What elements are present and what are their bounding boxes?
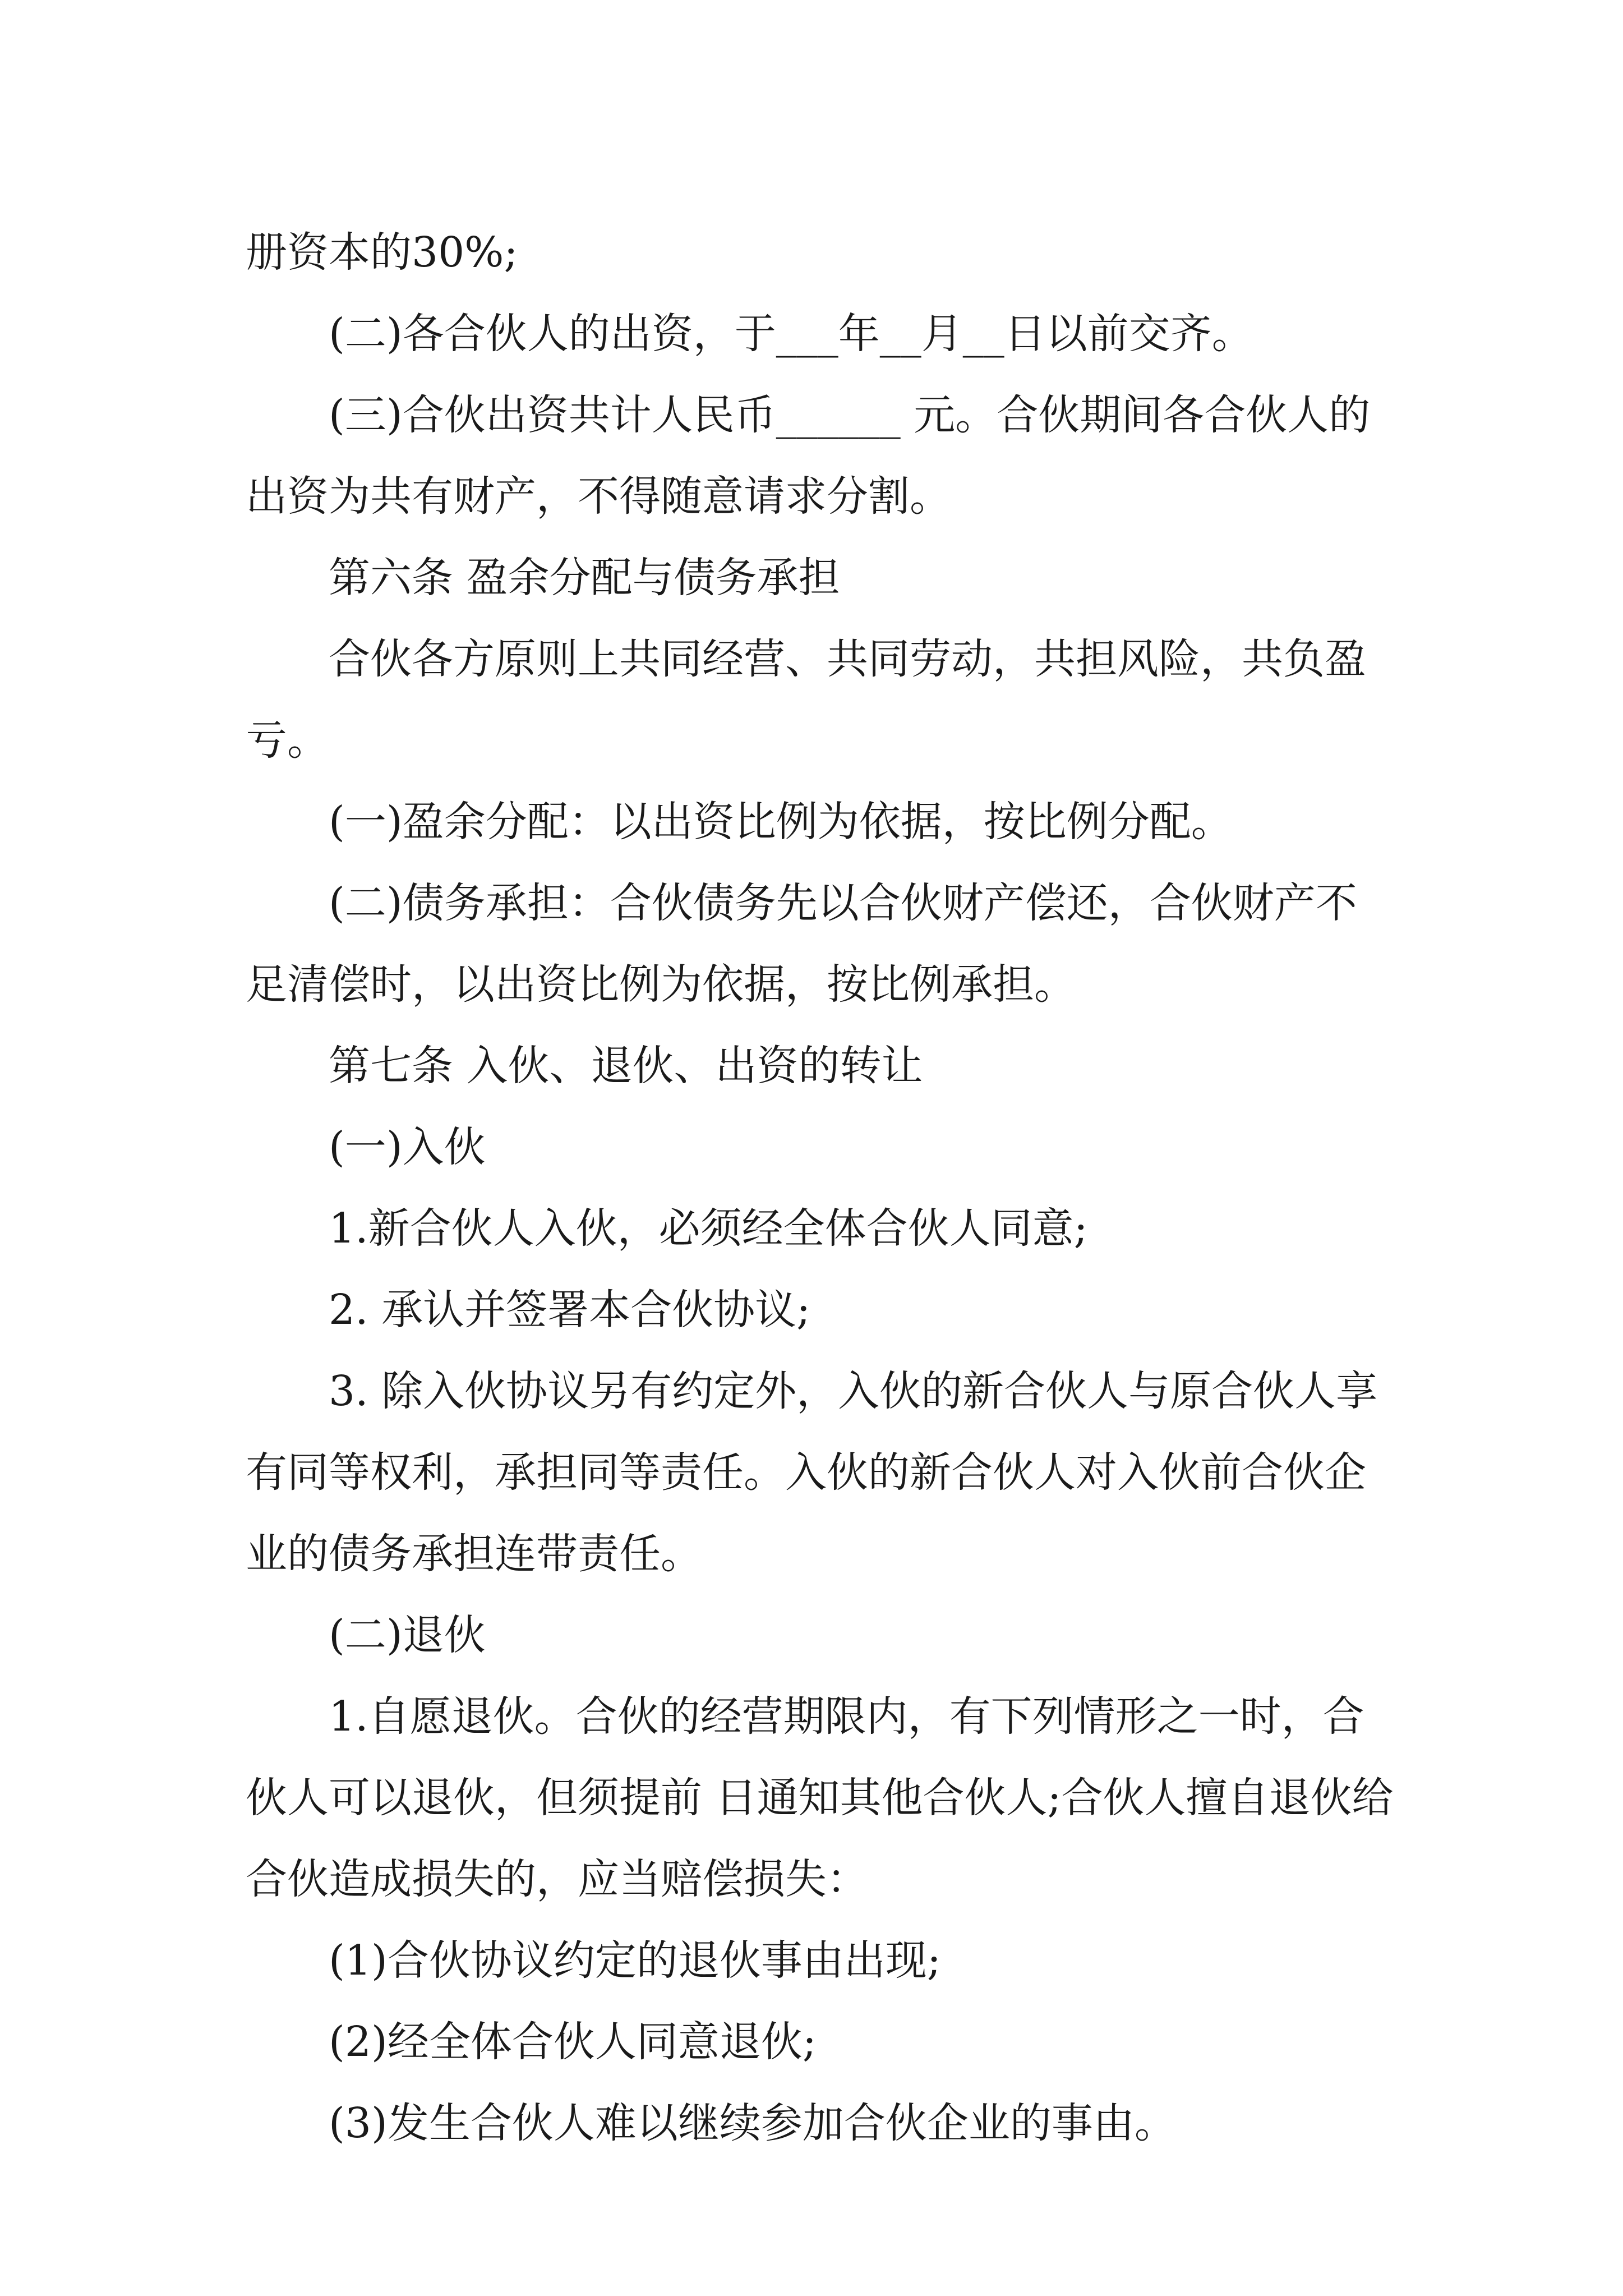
list-item-admission-2: 2. 承认并签署本合伙协议; bbox=[329, 1286, 811, 1334]
paragraph-debt-bearing: (二)债务承担：合伙债务先以合伙财产偿还，合伙财产不足清偿时，以出资比例为依据，按比例承担。 bbox=[246, 879, 1357, 1009]
paragraph-shared-operation: 合伙各方原则上共同经营、共同劳动，共担风险，共负盈亏。 bbox=[246, 635, 1366, 765]
document-body bbox=[246, 212, 1395, 2164]
article-seven-heading: 第七条 入伙、退伙、出资的转让 bbox=[329, 1042, 923, 1090]
list-item-withdrawal-reason-2: (2)经全体合伙人同意退伙; bbox=[329, 2018, 817, 2066]
paragraph-profit-distribution: (一)盈余分配：以出资比例为依据，按比例分配。 bbox=[329, 798, 1233, 846]
list-item-withdrawal-reason-3: (3)发生合伙人难以继续参加合伙企业的事由。 bbox=[329, 2099, 1176, 2147]
paragraph-registered-capital: 册资本的30%; bbox=[246, 228, 518, 277]
list-item-admission-3: 3. 除入伙协议另有约定外，入伙的新合伙人与原合伙人享有同等权利，承担同等责任。入伙的新合伙人对入伙前合伙企业的债务承担连带责任。 bbox=[246, 1367, 1378, 1578]
article-six-heading: 第六条 盈余分配与债务承担 bbox=[329, 554, 840, 602]
paragraph-total-contribution: (三)合伙出资共计人民币______ 元。合伙期间各合伙人的出资为共有财产，不得随意请求分割。 bbox=[246, 391, 1371, 521]
section-withdrawal-heading: (二)退伙 bbox=[329, 1611, 486, 1659]
list-item-withdrawal-reason-1: (1)合伙协议约定的退伙事由出现; bbox=[329, 1936, 941, 1985]
list-item-admission-1: 1.新合伙人入伙，必须经全体合伙人同意; bbox=[329, 1204, 1088, 1253]
list-item-voluntary-withdrawal: 1.自愿退伙。合伙的经营期限内，有下列情形之一时，合伙人可以退伙，但须提前 日通知其他合伙人;合伙人擅自退伙给合伙造成损失的，应当赔偿损失： bbox=[246, 1692, 1394, 1903]
section-admission-heading: (一)入伙 bbox=[329, 1123, 486, 1171]
paragraph-contribution-deadline: (二)各合伙人的出资，于___年__月__日以前交齐。 bbox=[329, 310, 1253, 358]
